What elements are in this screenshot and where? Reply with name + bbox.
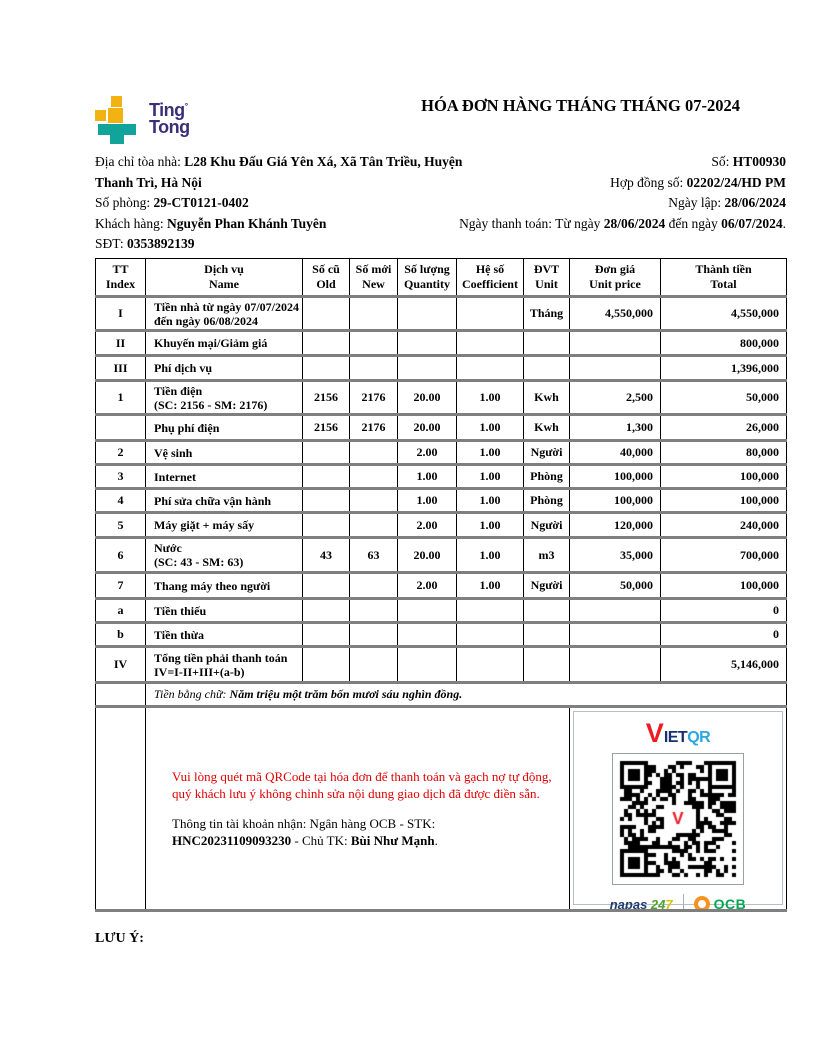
table-cell-price: 4,550,000 — [570, 297, 661, 331]
phone-line — [95, 234, 455, 255]
account-holder: Bùi Như Mạnh — [350, 833, 435, 848]
napas-24: 24 — [650, 896, 666, 911]
table-cell-qty: 1.00 — [398, 489, 457, 513]
tingtong-logo-text — [149, 98, 190, 136]
table-cell-qty: 2.00 — [398, 513, 457, 538]
table-cell-total: 700,000 — [661, 538, 787, 573]
table-cell-unit: Người — [524, 573, 570, 599]
table-cell-price: 120,000 — [570, 513, 661, 538]
table-cell-new: 2176 — [350, 415, 398, 441]
table-cell-unit: Tháng — [524, 297, 570, 331]
customer-label: Khách hàng: — [95, 215, 167, 231]
vietqr-panel — [573, 711, 783, 911]
napas-text: napas — [609, 896, 651, 911]
table-cell-new — [350, 465, 398, 489]
payment-mid: đến ngày — [665, 215, 722, 231]
table-cell-coef: 1.00 — [457, 538, 524, 573]
table-cell-unit — [524, 623, 570, 647]
contract-value: 02202/24/HD PM — [686, 174, 786, 190]
logo-line1: Ting — [149, 100, 185, 120]
table-cell-new — [350, 573, 398, 599]
table-header — [96, 259, 787, 297]
table-cell-total: 50,000 — [661, 381, 787, 415]
table-cell-unit: Phòng — [524, 465, 570, 489]
document-title: HÓA ĐƠN HÀNG THÁNG THÁNG 07-2024 — [421, 96, 740, 115]
table-cell-tt: a — [96, 599, 146, 623]
table-cell-qty — [398, 356, 457, 381]
table-cell-total: 800,000 — [661, 331, 787, 356]
table-cell-total: 0 — [661, 599, 787, 623]
table-cell-old — [303, 513, 350, 538]
table-cell-coef: 1.00 — [457, 415, 524, 441]
table-cell-name: Khuyến mại/Giảm giá — [146, 331, 303, 356]
column-header: TT Index — [96, 259, 146, 297]
table-cell-coef: 1.00 — [457, 489, 524, 513]
table-row — [96, 356, 787, 381]
table-cell-name: Vệ sinh — [146, 441, 303, 465]
table-cell-old — [303, 599, 350, 623]
table-cell-new — [350, 441, 398, 465]
table-cell-qty: 20.00 — [398, 538, 457, 573]
table-cell-name: Thang máy theo người — [146, 573, 303, 599]
table-cell-coef: 1.00 — [457, 441, 524, 465]
table-cell-tt: III — [96, 356, 146, 381]
table-cell-name: Tiền điện (SC: 2156 - SM: 2176) — [146, 381, 303, 415]
room-value: 29-CT0121-0402 — [153, 195, 249, 211]
payment-from-date: 28/06/2024 — [603, 215, 666, 231]
table-cell-coef — [457, 331, 524, 356]
column-header: ĐVT Unit — [524, 259, 570, 297]
tingtong-logo-icon — [95, 96, 141, 144]
table-cell-tt: I — [96, 297, 146, 331]
table-cell-old — [303, 465, 350, 489]
table-cell-tt — [96, 707, 146, 911]
table-cell-coef: 1.00 — [457, 465, 524, 489]
invoice-no-line — [406, 152, 786, 173]
table-cell-unit: Kwh — [524, 381, 570, 415]
phone-label: SĐT: — [95, 236, 127, 252]
payment-note-cell — [146, 707, 570, 911]
table-cell-old — [303, 489, 350, 513]
customer-line — [95, 214, 455, 235]
table-cell-unit: Kwh — [524, 415, 570, 441]
address-line2 — [95, 173, 455, 194]
account-number: HNC20231109093230 — [172, 833, 292, 848]
table-cell-price: 1,300 — [570, 415, 661, 441]
table-cell-coef: 1.00 — [457, 573, 524, 599]
footer-note-label: LƯU Ý: — [95, 931, 144, 946]
table-row — [96, 573, 787, 599]
column-header: Dịch vụ Name — [146, 259, 303, 297]
table-cell-tt: b — [96, 623, 146, 647]
table-row — [96, 331, 787, 356]
table-cell-old: 2156 — [303, 381, 350, 415]
table-cell-tt: IV — [96, 647, 146, 683]
table-cell-price: 100,000 — [570, 489, 661, 513]
table-cell-qty: 20.00 — [398, 381, 457, 415]
building-info — [95, 152, 463, 255]
issue-date-label: Ngày lập: — [668, 195, 725, 211]
table-cell-total: 100,000 — [661, 489, 787, 513]
table-cell-unit: Phòng — [524, 489, 570, 513]
column-header: Số mới New — [350, 259, 398, 297]
address-value-2: Thanh Trì, Hà Nội — [95, 174, 202, 190]
table-cell-coef — [457, 647, 524, 683]
table-cell-qty — [398, 297, 457, 331]
table-header-row — [96, 259, 787, 297]
table-cell-qty — [398, 623, 457, 647]
table-cell-qty — [398, 599, 457, 623]
address-value-1: L28 Khu Đấu Giá Yên Xá, Xã Tân Triều, Huyện — [184, 154, 463, 169]
table-cell-coef — [457, 623, 524, 647]
napas-7: 7 — [665, 896, 673, 911]
table-row — [96, 599, 787, 623]
table-cell-tt — [96, 683, 146, 707]
customer-value: Nguyễn Phan Khánh Tuyên — [166, 215, 327, 231]
registered-mark: ° — [184, 101, 188, 111]
table-cell-old — [303, 623, 350, 647]
table-cell-name: Internet — [146, 465, 303, 489]
table-cell-tt: 7 — [96, 573, 146, 599]
table-cell-qty: 20.00 — [398, 415, 457, 441]
issue-date-line — [406, 193, 786, 214]
table-cell-total: 5,146,000 — [661, 647, 787, 683]
qr-code-cell — [570, 707, 787, 911]
vietqr-iet: IET — [663, 729, 688, 746]
payment-period-line — [406, 214, 786, 235]
table-cell-tt: II — [96, 331, 146, 356]
logo-line2: Tong — [149, 117, 190, 137]
payment-to-date: 06/07/2024 — [721, 215, 783, 231]
vietqr-qr: QR — [687, 729, 711, 746]
table-footer-rows — [96, 683, 787, 911]
qr-code-image — [619, 760, 737, 878]
vietqr-logo — [645, 718, 711, 750]
table-cell-tt: 3 — [96, 465, 146, 489]
column-header: Thành tiền Total — [661, 259, 787, 297]
table-cell-tt: 6 — [96, 538, 146, 573]
napas-247-logo — [610, 897, 673, 911]
address-label: Địa chỉ tòa nhà: — [95, 154, 185, 169]
table-cell-price — [570, 599, 661, 623]
table-cell-price: 35,000 — [570, 538, 661, 573]
ocb-circle-icon — [694, 896, 710, 911]
amount-in-words-row — [96, 683, 787, 707]
table-cell-price — [570, 356, 661, 381]
table-cell-name: Tiền thiếu — [146, 599, 303, 623]
table-cell-total: 100,000 — [661, 465, 787, 489]
table-cell-old — [303, 356, 350, 381]
table-row — [96, 538, 787, 573]
table-cell-unit — [524, 647, 570, 683]
table-cell-qty: 2.00 — [398, 441, 457, 465]
account-mid: - Chủ TK: — [291, 833, 351, 848]
table-cell-new — [350, 623, 398, 647]
table-cell-coef: 1.00 — [457, 513, 524, 538]
table-cell-qty: 2.00 — [398, 573, 457, 599]
partner-separator — [683, 894, 684, 911]
ocb-text: OCB — [713, 896, 747, 911]
table-cell-tt: 5 — [96, 513, 146, 538]
table-cell-name: Phí dịch vụ — [146, 356, 303, 381]
table-cell-old: 2156 — [303, 415, 350, 441]
ocb-logo — [694, 896, 747, 911]
payment-label: Ngày thanh toán: Từ ngày — [459, 215, 604, 231]
table-cell-new — [350, 489, 398, 513]
table-cell-coef: 1.00 — [457, 381, 524, 415]
amount-in-words-cell — [146, 683, 787, 707]
table-cell-unit: m3 — [524, 538, 570, 573]
table-cell-price: 40,000 — [570, 441, 661, 465]
account-info-text — [172, 815, 555, 850]
contract-line — [406, 173, 786, 194]
table-cell-old — [303, 441, 350, 465]
table-cell-total: 100,000 — [661, 573, 787, 599]
table-cell-unit: Người — [524, 441, 570, 465]
table-cell-price: 50,000 — [570, 573, 661, 599]
table-cell-new: 63 — [350, 538, 398, 573]
issue-date-value: 28/06/2024 — [724, 195, 786, 211]
table-row — [96, 441, 787, 465]
column-header: Hệ số Coefficient — [457, 259, 524, 297]
amount-in-words-label: Tiền bằng chữ: — [154, 687, 230, 701]
table-cell-coef — [457, 599, 524, 623]
table-cell-qty — [398, 331, 457, 356]
table-cell-old — [303, 331, 350, 356]
table-cell-total: 0 — [661, 623, 787, 647]
table-cell-unit — [524, 356, 570, 381]
column-header: Số cũ Old — [303, 259, 350, 297]
table-cell-old: 43 — [303, 538, 350, 573]
table-row — [96, 647, 787, 683]
contract-label: Hợp đồng số: — [610, 174, 687, 190]
table-cell-price — [570, 623, 661, 647]
table-cell-tt: 1 — [96, 381, 146, 415]
table-cell-total: 26,000 — [661, 415, 787, 441]
table-cell-total: 80,000 — [661, 441, 787, 465]
table-cell-total: 1,396,000 — [661, 356, 787, 381]
table-cell-new — [350, 513, 398, 538]
payment-end: . — [782, 215, 786, 231]
table-cell-name: Tiền nhà từ ngày 07/07/2024 đến ngày 06/08/2024 — [146, 297, 303, 331]
table-cell-name: Phụ phí điện — [146, 415, 303, 441]
invoice-table — [95, 258, 787, 912]
table-cell-old — [303, 573, 350, 599]
table-cell-price: 2,500 — [570, 381, 661, 415]
invoice-meta — [406, 152, 786, 234]
column-header: Số lượng Quantity — [398, 259, 457, 297]
vietqr-v: V — [645, 718, 664, 748]
invoice-no-label: Số: — [711, 154, 733, 169]
table-row — [96, 623, 787, 647]
table-cell-name: Tiền thừa — [146, 623, 303, 647]
table-cell-coef — [457, 297, 524, 331]
qr-code-frame — [612, 753, 744, 885]
table-cell-new — [350, 599, 398, 623]
table-row — [96, 381, 787, 415]
address-line1 — [95, 152, 463, 173]
table-cell-qty: 1.00 — [398, 465, 457, 489]
table-cell-unit — [524, 599, 570, 623]
room-label: Số phòng: — [95, 195, 154, 211]
account-label: Thông tin tài khoản nhận: Ngân hàng OCB - STK: — [172, 815, 436, 831]
table-cell-unit — [524, 331, 570, 356]
table-cell-new — [350, 647, 398, 683]
qr-warning-text: Vui lòng quét mã QRCode tại hóa đơn để thanh toán và gạch nợ tự động, quý khách lưu ý không chỉnh sửa nội dung giao dịch đã được điền sẵn. — [172, 768, 552, 801]
table-cell-name: Phí sửa chữa vận hành — [146, 489, 303, 513]
table-cell-price — [570, 647, 661, 683]
table-cell-new — [350, 331, 398, 356]
table-cell-old — [303, 297, 350, 331]
qr-payment-row — [96, 707, 787, 911]
table-cell-name: Máy giặt + máy sấy — [146, 513, 303, 538]
table-cell-old — [303, 647, 350, 683]
table-cell-tt — [96, 415, 146, 441]
table-row — [96, 489, 787, 513]
invoice-no-value: HT00930 — [732, 154, 786, 169]
table-cell-total: 240,000 — [661, 513, 787, 538]
phone-value: 0353892139 — [126, 236, 195, 252]
table-row — [96, 513, 787, 538]
table-cell-name: Nước (SC: 43 - SM: 63) — [146, 538, 303, 573]
table-body — [96, 297, 787, 683]
table-cell-tt: 4 — [96, 489, 146, 513]
table-cell-price: 100,000 — [570, 465, 661, 489]
table-cell-new — [350, 356, 398, 381]
table-row — [96, 465, 787, 489]
table-cell-name: Tổng tiền phải thanh toán IV=I-II+III+(a-b) — [146, 647, 303, 683]
table-row — [96, 297, 787, 331]
column-header: Đơn giá Unit price — [570, 259, 661, 297]
tingtong-logo — [95, 96, 215, 146]
table-cell-unit: Người — [524, 513, 570, 538]
qr-partner-logos — [610, 894, 747, 911]
table-cell-total: 4,550,000 — [661, 297, 787, 331]
table-cell-new: 2176 — [350, 381, 398, 415]
table-row — [96, 415, 787, 441]
table-cell-new — [350, 297, 398, 331]
table-cell-qty — [398, 647, 457, 683]
table-cell-coef — [457, 356, 524, 381]
table-cell-price — [570, 331, 661, 356]
account-end: . — [434, 833, 438, 848]
table-cell-tt: 2 — [96, 441, 146, 465]
amount-in-words-value: Năm triệu một trăm bốn mươi sáu nghìn đồng. — [229, 687, 463, 701]
room-line — [95, 193, 455, 214]
